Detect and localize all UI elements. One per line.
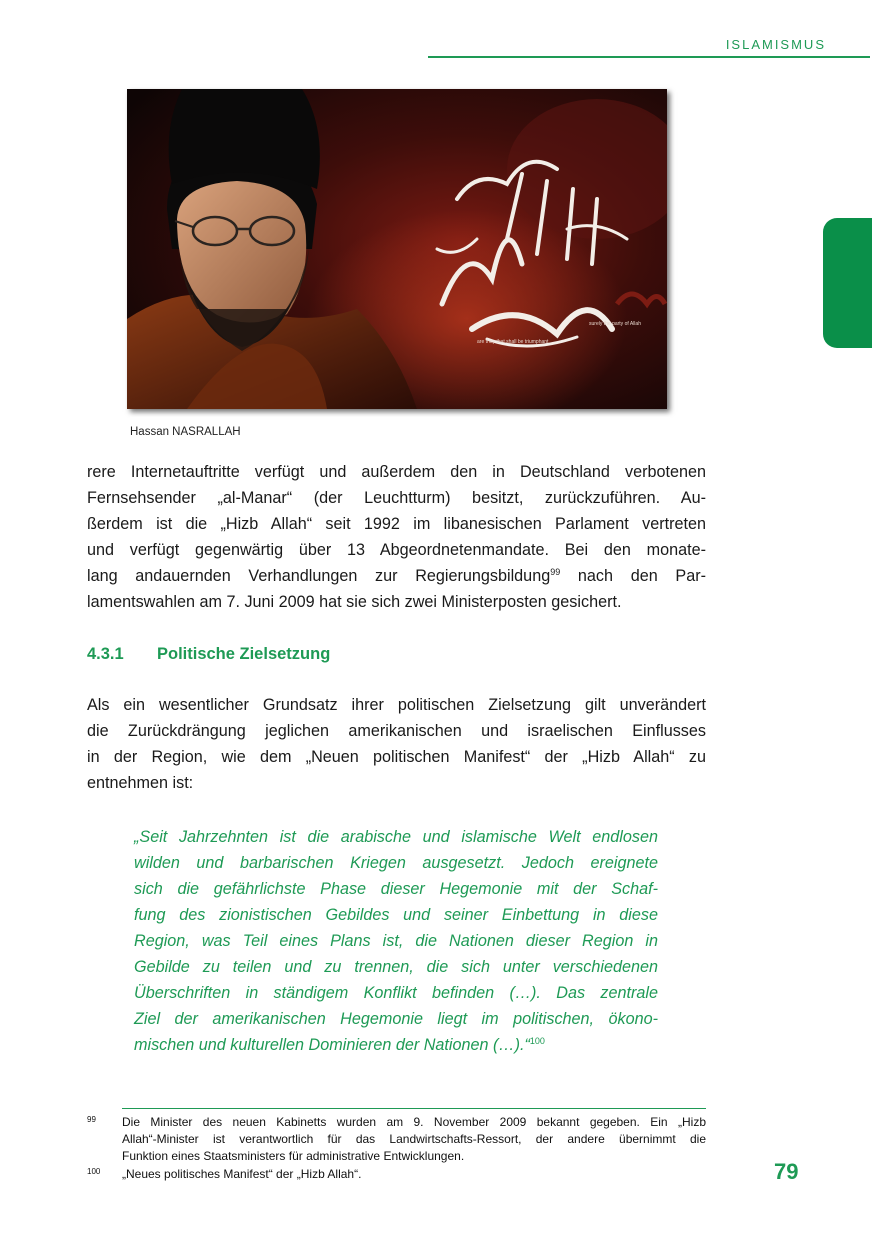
footnote-line: Die Minister des neuen Kabinetts wurden am 9. November 2009 bekannt gegeben. Ein „Hizb <box>122 1115 706 1129</box>
quote-line: Region, was Teil eines Plans ist, die Nationen dieser Region in <box>134 932 658 950</box>
quote-line: Gebilde zu teilen und zu trennen, die sich unter verschiedenen <box>134 958 658 976</box>
text-line: Als ein wesentlicher Grundsatz ihrer politischen Zielsetzung gilt unverändert <box>87 696 706 714</box>
text-line <box>87 563 706 589</box>
header-rule <box>428 56 870 58</box>
text-segment: nach den Par- <box>560 567 706 585</box>
text-line: ßerdem ist die „Hizb Allah“ seit 1992 im libanesischen Parlament vertreten <box>87 515 706 533</box>
footnote-text <box>122 1166 706 1183</box>
text-line: lamentswahlen am 7. Juni 2009 hat sie sich zwei Ministerposten gesichert. <box>87 593 622 611</box>
text-line: in der Region, wie dem „Neuen politischen Manifest“ der „Hizb Allah“ zu <box>87 748 706 766</box>
text-line: die Zurückdrängung jeglichen amerikanischen und israelischen Einflusses <box>87 722 706 740</box>
footnote-mark: 100 <box>87 1167 101 1176</box>
chapter-tab <box>823 218 872 348</box>
text-line: entnehmen ist: <box>87 774 194 792</box>
text-segment: lang andauernden Verhandlungen zur Regierungsbildung <box>87 567 551 585</box>
portrait-photo <box>127 89 667 409</box>
footnote-text <box>122 1114 706 1165</box>
footnote-line: „Neues politisches Manifest“ der „Hizb Allah“. <box>122 1167 362 1181</box>
paragraph-intro <box>87 692 706 796</box>
footnote-ref-100[interactable]: 100 <box>529 1036 545 1046</box>
text-line: rere Internetauftritte verfügt und außerdem den in Deutschland verbotenen <box>87 463 706 481</box>
paragraph-continuation <box>87 459 706 615</box>
footnote-line: Funktion eines Staatsministers für administrative Entwicklungen. <box>122 1149 465 1163</box>
text-line: und verfügt gegenwärtig über 13 Abgeordnetenmandate. Bei den monate- <box>87 541 706 559</box>
section-title: Politische Zielsetzung <box>157 645 331 663</box>
figure-caption: Hassan NASRALLAH <box>130 426 241 438</box>
running-header: ISLAMISMUS <box>725 37 826 52</box>
footnote-line: Allah“-Minister ist verantwortlich für das Landwirtschafts-Ressort, der andere übernimmt die <box>122 1132 706 1146</box>
footnote-mark: 99 <box>87 1115 96 1124</box>
banner-text-right: surely the party of Allah <box>589 321 641 327</box>
text-line: Fernsehsender „al-Manar“ (der Leuchtturm) besitzt, zurückzuführen. Au- <box>87 489 706 507</box>
quote-line: Überschriften in ständigem Konflikt befinden (…). Das zentrale <box>134 984 658 1002</box>
manifesto-quote <box>134 824 658 1058</box>
section-number: 4.3.1 <box>87 645 124 663</box>
quote-line: sich die gefährlichste Phase dieser Hegemonie mit der Schaf- <box>134 880 658 898</box>
quote-line <box>134 1032 658 1058</box>
footnote-rule <box>122 1108 706 1109</box>
quote-line: „Seit Jahrzehnten ist die arabische und islamische Welt endlosen <box>134 828 658 846</box>
quote-segment: mischen und kulturellen Dominieren der Nationen (…).“ <box>134 1036 530 1054</box>
quote-line: Ziel der amerikanischen Hegemonie liegt im politischen, ökono- <box>134 1010 658 1028</box>
banner-text-center: are they that shall be triumphant <box>477 339 549 345</box>
quote-line: wilden und barbarischen Kriegen ausgesetzt. Jedoch ereignete <box>134 854 658 872</box>
footnote-ref-99[interactable]: 99 <box>550 567 561 577</box>
page-number: 79 <box>774 1159 799 1184</box>
quote-line: fung des zionistischen Gebildes und seiner Einbettung in diese <box>134 906 658 924</box>
section-heading <box>87 645 330 664</box>
